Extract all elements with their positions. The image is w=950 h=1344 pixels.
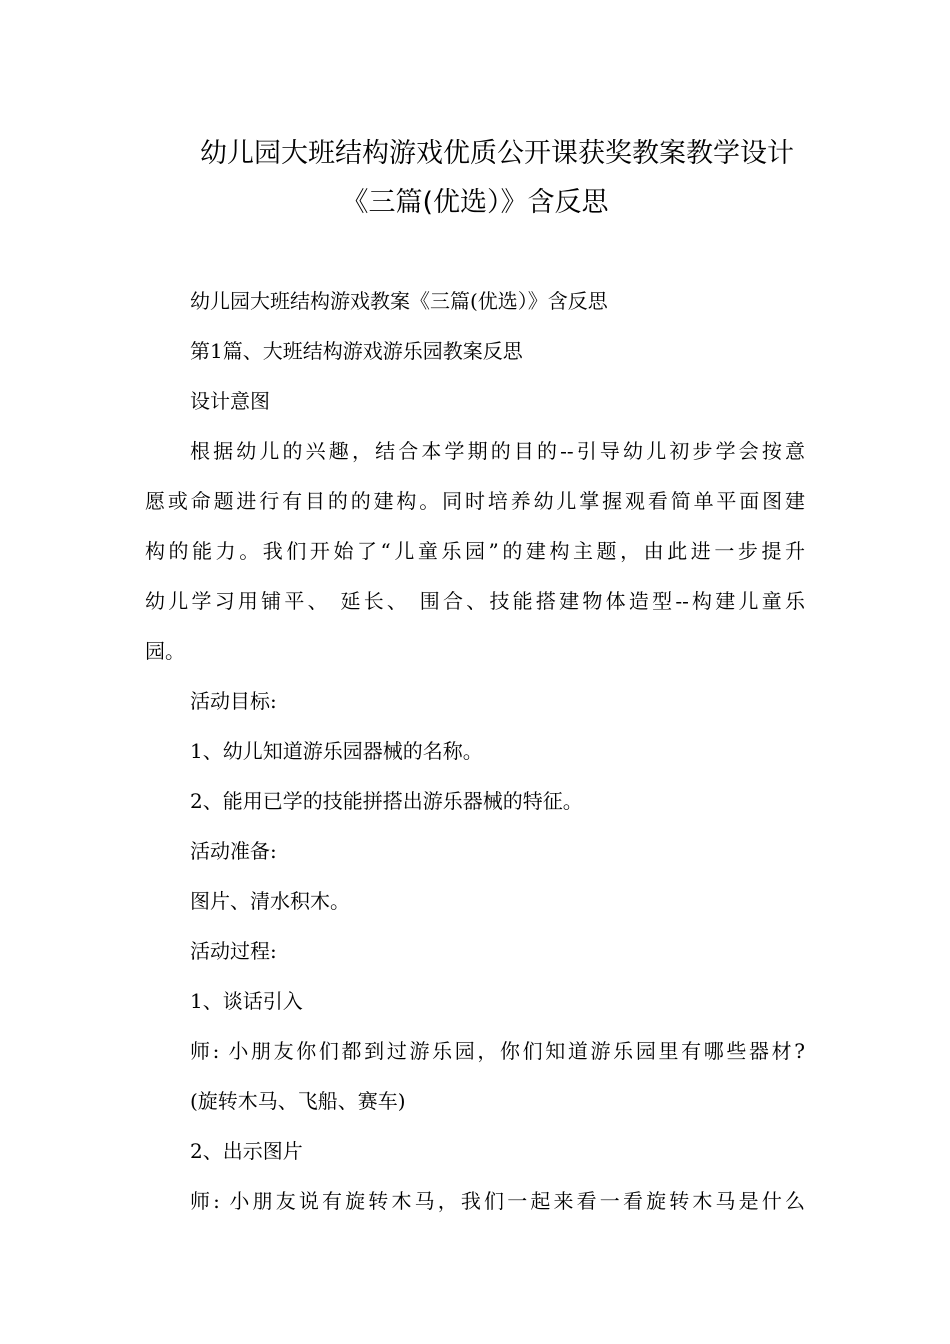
- paragraph-section-heading: 第1篇、大班结构游戏游乐园教案反思: [190, 339, 523, 363]
- paragraph-dialogue-answer: (旋转木马、飞船、赛车): [190, 1089, 406, 1113]
- paragraph-process-step: 1、谈话引入: [190, 989, 303, 1013]
- paragraph-subtitle: 幼儿园大班结构游戏教案《三篇(优选）》含反思: [190, 289, 608, 313]
- paragraph-body-line: 幼儿学习用铺平、 延长、 围合、技能搭建物体造型--构建儿童乐: [145, 589, 805, 613]
- paragraph-goal-item: 2、能用已学的技能拼搭出游乐器械的特征。: [190, 789, 583, 813]
- paragraph-process-heading: 活动过程:: [190, 939, 277, 963]
- paragraph-dialogue: 师: 小朋友你们都到过游乐园，你们知道游乐园里有哪些器材?: [190, 1039, 805, 1063]
- paragraph-body-line: 园。: [145, 639, 185, 663]
- paragraph-design-intent-heading: 设计意图: [190, 389, 270, 413]
- paragraph-preparation-heading: 活动准备:: [190, 839, 277, 863]
- document-title-line-1: 幼儿园大班结构游戏优质公开课获奖教案教学设计: [200, 138, 794, 169]
- paragraph-dialogue: 师: 小朋友说有旋转木马，我们一起来看一看旋转木马是什么: [190, 1189, 805, 1213]
- paragraph-preparation-item: 图片、清水积木。: [190, 889, 350, 913]
- paragraph-goal-item: 1、幼儿知道游乐园器械的名称。: [190, 739, 483, 763]
- paragraph-body-line: 根据幼儿的兴趣，结合本学期的目的--引导幼儿初步学会按意: [190, 439, 805, 463]
- paragraph-process-step: 2、出示图片: [190, 1139, 303, 1163]
- paragraph-goals-heading: 活动目标:: [190, 689, 277, 713]
- paragraph-body-line: 愿或命题进行有目的的建构。同时培养幼儿掌握观看简单平面图建: [145, 489, 805, 513]
- document-title-line-2: 《三篇(优选）》含反思: [341, 187, 609, 218]
- paragraph-body-line: 构的能力。我们开始了“儿童乐园”的建构主题，由此进一步提升: [145, 539, 805, 563]
